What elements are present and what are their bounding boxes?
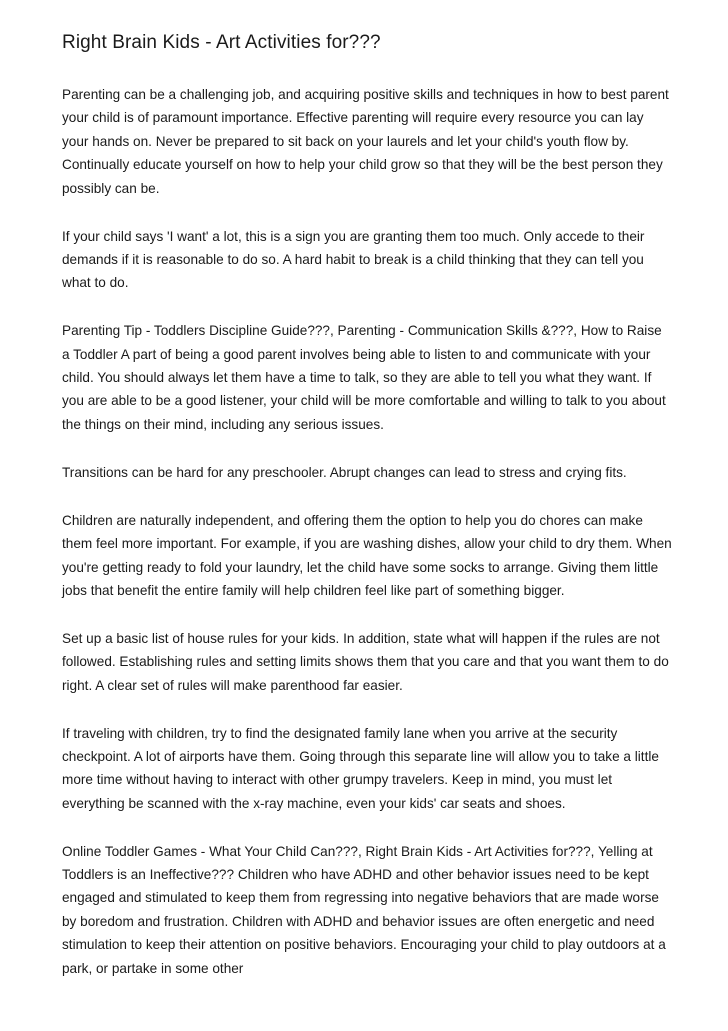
paragraph-transitions: Transitions can be hard for any preschooler. Abrupt changes can lead to stress and crying fits.: [62, 464, 627, 480]
paragraph-house-rules: Set up a basic list of house rules for your kids. In addition, state what will happen if the rules are not followed. Establishing rules and setting limits shows them that you care and that you want them to do right. A clear set of rules will make parenthood far easier.: [62, 630, 669, 693]
document-page: [62, 30, 672, 1005]
document-title: Right Brain Kids - Art Activities for???: [62, 32, 381, 53]
paragraph-i-want: If your child says 'I want' a lot, this is a sign you are granting them too much. Only accede to their demands if it is reasonable to do so. A hard habit to break is a child thinking that they can tell you what to do.: [62, 228, 645, 291]
paragraph-traveling: If traveling with children, try to find the designated family lane when you arrive at the security checkpoint. A lot of airports have them. Going through this separate line will allow you to take a little more time without having to interact with other grumpy travelers. Keep in mind, you must let everything be scanned with the x-ray machine, even your kids' car seats and shoes.: [62, 725, 659, 811]
paragraph-intro: Parenting can be a challenging job, and acquiring positive skills and techniques in how to best parent your child is of paramount importance. Effective parenting will require every resource you can lay your hands on. Never be prepared to sit back on your laurels and let your child's youth flow by. Continually educate yourself on how to help your child grow so that they will be the best person they possibly can be.: [62, 87, 669, 196]
paragraph-adhd: Online Toddler Games - What Your Child Can???, Right Brain Kids - Art Activities for???, Yelling at Toddlers is an Ineffective??? Children who have ADHD and other behavior issues need to be kept engaged and stimulated to keep them from regressing into negative behaviors that are made worse by boredom and frustration. Children with ADHD and behavior issues are often energetic and need stimulation to keep their attention on positive behaviors. Encouraging your child to play outdoors at a park, or partake in some other: [62, 843, 666, 976]
paragraph-chores: Children are naturally independent, and offering them the option to help you do chores can make them feel more important. For example, if you are washing dishes, allow your child to dry them. When you're getting ready to fold your laundry, let the child have some socks to arrange. Giving them little jobs that benefit the entire family will help children feel like part of something bigger.: [62, 512, 672, 598]
paragraph-listening: Parenting Tip - Toddlers Discipline Guide???, Parenting - Communication Skills &???, How to Raise a Toddler A part of being a good parent involves being able to listen to and communicate with your child. You should always let them have a time to talk, so they are able to tell you what they want. If you are able to be a good listener, your child will be more comfortable and willing to talk to you about the things on their mind, including any serious issues.: [62, 323, 666, 432]
